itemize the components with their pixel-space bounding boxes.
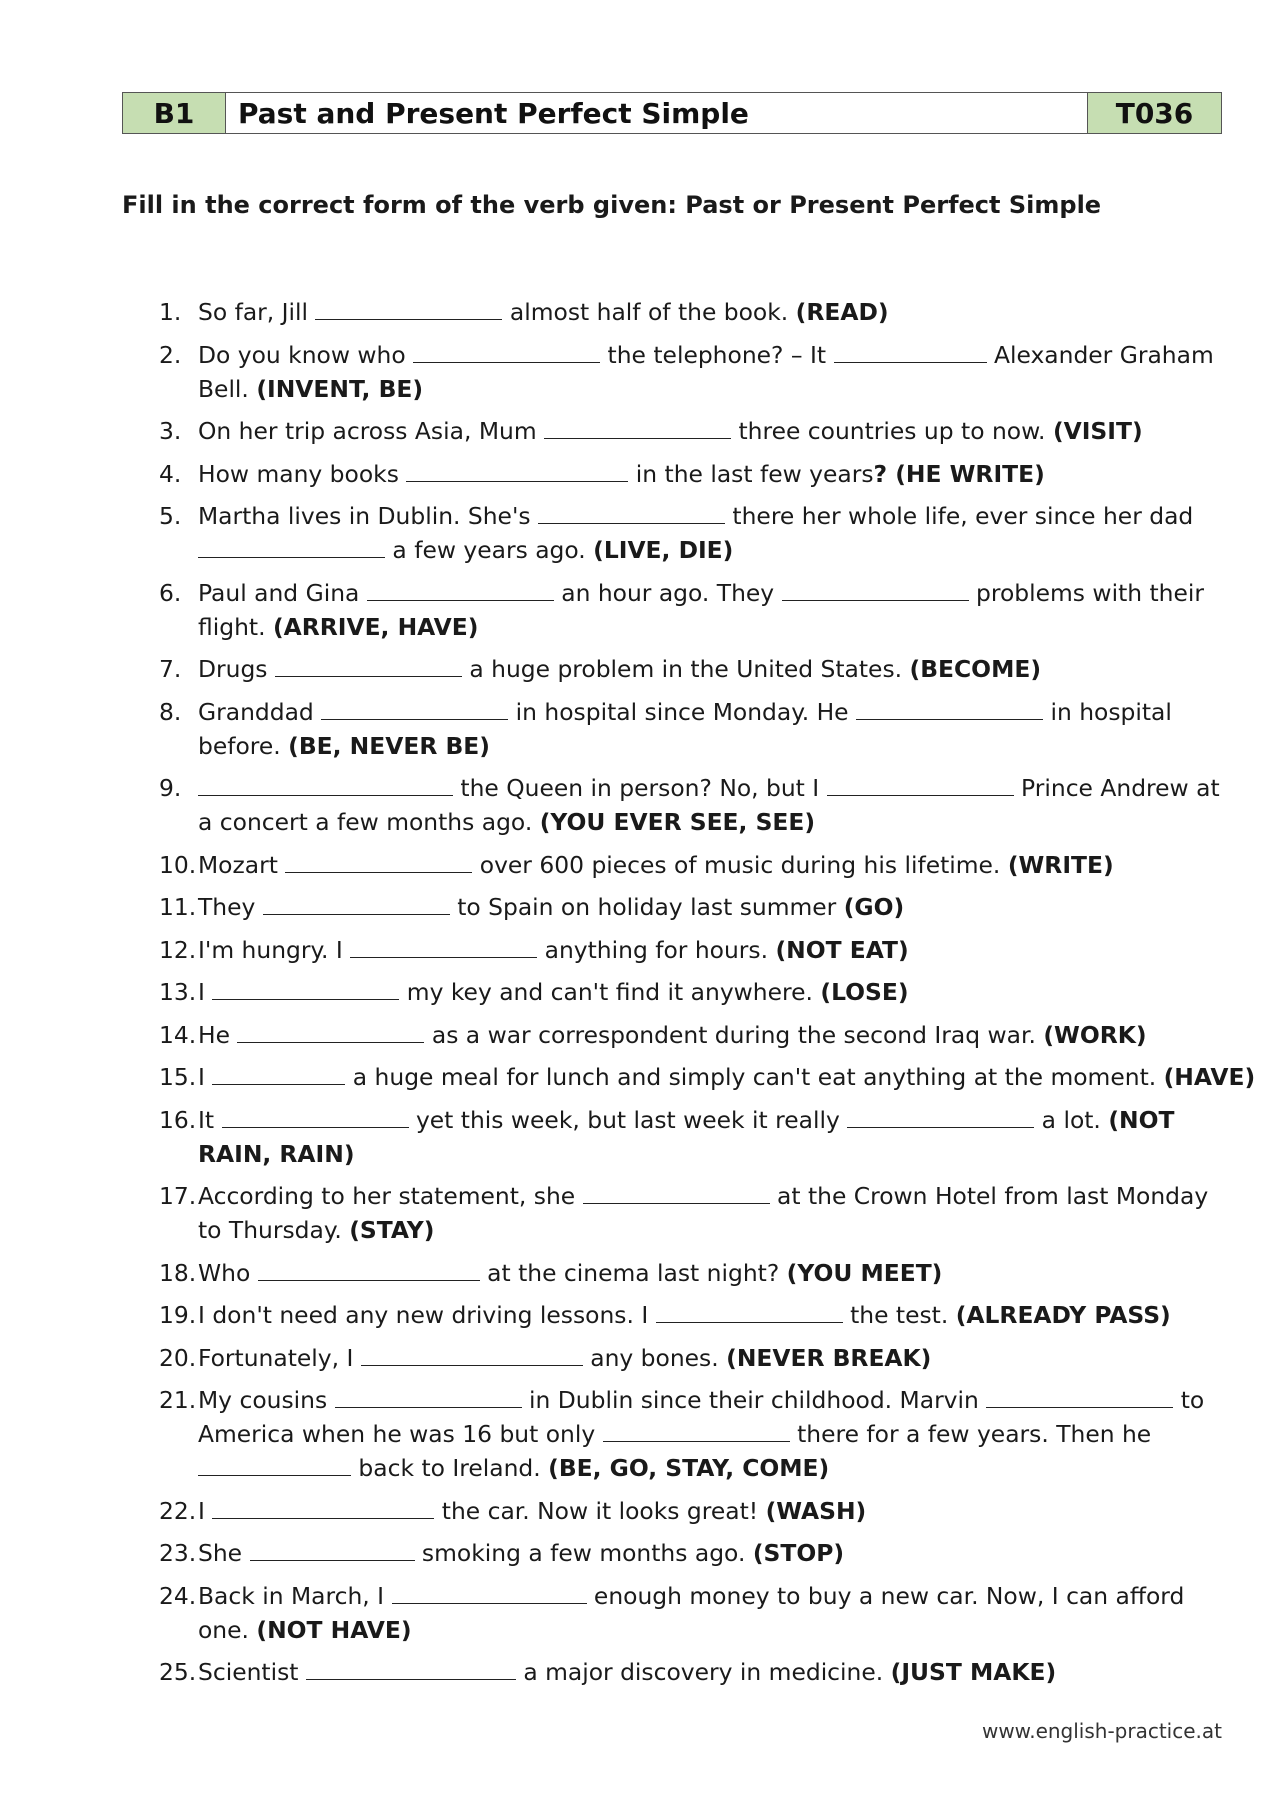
item-text: I (198, 1496, 213, 1525)
verb-hint: (STOP) (752, 1539, 845, 1567)
verb-hint: (GO) (843, 893, 905, 921)
item-text: the car. Now it looks great! (434, 1496, 766, 1525)
verb-hint: (WASH) (765, 1496, 867, 1525)
answer-blank[interactable] (198, 1455, 351, 1476)
item-text: at the cinema last night? (479, 1258, 787, 1287)
item-number: 21. (159, 1386, 197, 1414)
item-line (198, 890, 1220, 924)
item-number: 1. (159, 298, 182, 326)
exercise-item (0, 1179, 1280, 1247)
verb-hint: (LIVE, DIE) (593, 536, 734, 564)
answer-blank[interactable] (406, 461, 628, 482)
answer-blank[interactable] (367, 580, 554, 601)
item-text: a major discovery in medicine. (515, 1658, 891, 1686)
item-line (198, 1018, 1220, 1052)
item-text: I (198, 978, 213, 1006)
answer-blank[interactable] (212, 1498, 434, 1519)
exercise-list (0, 295, 1280, 1698)
exercise-item (0, 1536, 1280, 1570)
item-line (198, 1613, 1220, 1647)
verb-hint: (YOU MEET) (786, 1258, 943, 1287)
item-line (198, 1060, 1256, 1094)
answer-blank[interactable] (583, 1183, 770, 1204)
item-text: the test. (842, 1301, 956, 1329)
item-text: to Thursday. (198, 1216, 350, 1244)
item-text: one. (198, 1615, 257, 1644)
item-number: 2. (159, 340, 182, 369)
exercise-item (0, 1494, 1280, 1528)
item-number: 22. (159, 1496, 197, 1525)
item-text: over 600 pieces of music during his lifetime. (472, 850, 1008, 879)
item-text: my key and can't find it anywhere. (399, 978, 821, 1006)
verb-hint: (VISIT) (1052, 417, 1143, 445)
item-text: She (198, 1539, 250, 1567)
item-line (198, 1536, 1220, 1570)
footer-url: www.english-practice.at (981, 1719, 1222, 1743)
item-number: 18. (159, 1258, 197, 1287)
item-text: yet this week, but last week it really (408, 1105, 848, 1134)
item-line (198, 1494, 1220, 1528)
item-number: 10. (159, 850, 197, 879)
item-number: 12. (159, 935, 197, 964)
item-text: a huge problem in the United States. (461, 655, 910, 683)
item-text: flight. (198, 612, 273, 641)
item-text: Scientist (198, 1658, 306, 1686)
item-line (198, 372, 1220, 406)
item-text: before. (198, 731, 289, 760)
answer-blank[interactable] (250, 1540, 415, 1561)
answer-blank[interactable] (198, 775, 453, 796)
item-text: My cousins (198, 1386, 335, 1414)
item-number: 14. (159, 1020, 197, 1049)
item-text: Prince Andrew at (1013, 774, 1220, 802)
item-number: 4. (159, 459, 182, 488)
answer-blank[interactable] (782, 580, 969, 601)
exercise-item (0, 848, 1280, 882)
answer-blank[interactable] (285, 852, 472, 873)
answer-blank[interactable] (538, 503, 725, 524)
item-text: It (198, 1105, 222, 1134)
item-text: there her whole life, ever since her dad (725, 502, 1194, 530)
answer-blank[interactable] (847, 1107, 1034, 1128)
answer-blank[interactable] (986, 1387, 1173, 1408)
item-line (198, 695, 1220, 729)
item-text: in hospital (1043, 697, 1172, 726)
exercise-item (0, 1655, 1280, 1689)
verb-hint: (YOU EVER SEE, SEE) (539, 808, 816, 836)
item-text: So far, Jill (198, 298, 316, 326)
verb-hint: (STAY) (349, 1216, 435, 1244)
item-number: 13. (159, 978, 197, 1006)
item-number: 8. (159, 697, 182, 726)
item-text: Bell. (198, 374, 257, 403)
item-line (198, 1579, 1220, 1613)
code-cell: T036 (1088, 93, 1221, 133)
item-text: a few years ago. (385, 536, 594, 564)
exercise-item (0, 652, 1280, 686)
verb-hint: (NOT EAT) (775, 935, 909, 964)
answer-blank[interactable] (603, 1421, 790, 1442)
item-text: the Queen in person? No, but I (453, 774, 827, 802)
answer-blank[interactable] (350, 937, 537, 958)
level-cell: B1 (123, 93, 226, 133)
item-text: Granddad (198, 697, 322, 726)
item-text: in the last few years (628, 459, 874, 488)
answer-blank[interactable] (212, 979, 399, 1000)
item-text: Martha lives in Dublin. She's (198, 502, 538, 530)
item-text: Back in March, I (198, 1581, 392, 1610)
item-text: America when he was 16 but only (198, 1420, 603, 1448)
exercise-item (0, 1256, 1280, 1290)
item-text: On her trip across Asia, Mum (198, 417, 545, 445)
item-text: almost half of the book. (502, 298, 796, 326)
item-line (198, 338, 1220, 372)
verb-hint: (NOT HAVE) (256, 1615, 412, 1644)
verb-hint: (BE, GO, STAY, COME) (548, 1454, 830, 1482)
title-cell: Past and Present Perfect Simple (226, 93, 1088, 133)
item-number: 23. (159, 1539, 197, 1567)
answer-blank[interactable] (413, 342, 600, 363)
item-number: 9. (159, 774, 182, 802)
item-line (198, 1298, 1220, 1332)
item-text: I (198, 1063, 213, 1091)
item-line (198, 1383, 1220, 1417)
item-line (198, 1256, 1220, 1290)
exercise-item (0, 890, 1280, 924)
item-text: in Dublin since their childhood. Marvin (521, 1386, 987, 1414)
item-text: at the Crown Hotel from last Monday (769, 1182, 1209, 1210)
item-text: in hospital since Monday. He (508, 697, 857, 726)
item-line (198, 729, 1220, 763)
answer-blank[interactable] (275, 656, 462, 677)
verb-hint: (ALREADY PASS) (955, 1301, 1171, 1329)
item-text: According to her statement, she (198, 1182, 583, 1210)
exercise-item (0, 933, 1280, 967)
item-text: smoking a few months ago. (414, 1539, 753, 1567)
item-line (198, 805, 1220, 839)
verb-hint: (WRITE) (1007, 850, 1114, 879)
answer-blank[interactable] (834, 342, 987, 363)
item-text: to Spain on holiday last summer (449, 893, 844, 921)
item-line (198, 457, 1220, 491)
verb-hint: ? (HE WRITE) (873, 459, 1045, 488)
verb-hint: (WORK) (1043, 1020, 1147, 1049)
answer-blank[interactable] (392, 1583, 587, 1604)
item-text: How many books (198, 459, 407, 488)
item-number: 17. (159, 1182, 197, 1210)
answer-blank[interactable] (856, 699, 1043, 720)
item-text: the telephone? – It (600, 340, 834, 369)
item-line (198, 1655, 1220, 1689)
item-line (198, 533, 1220, 567)
item-text: a lot. (1034, 1105, 1109, 1134)
item-number: 25. (159, 1658, 197, 1686)
exercise-item (0, 1103, 1280, 1171)
item-line (198, 652, 1220, 686)
answer-blank[interactable] (198, 537, 385, 558)
item-text: problems with their (968, 578, 1204, 607)
exercise-item (0, 576, 1280, 644)
exercise-item (0, 338, 1280, 406)
item-text: Mozart (198, 850, 286, 879)
exercise-item (0, 695, 1280, 763)
answer-blank[interactable] (827, 775, 1014, 796)
item-number: 6. (159, 578, 182, 607)
item-number: 7. (159, 655, 182, 683)
exercise-item (0, 414, 1280, 448)
item-number: 11. (159, 893, 197, 921)
item-line (198, 414, 1220, 448)
header-table (122, 92, 1222, 134)
item-line (198, 576, 1220, 610)
instruction-text: Fill in the correct form of the verb given: Past or Present Perfect Simple (122, 191, 1102, 219)
item-line (198, 295, 1220, 329)
item-line (198, 1417, 1220, 1451)
answer-blank[interactable] (656, 1302, 843, 1323)
item-text: to (1173, 1386, 1205, 1414)
verb-hint: (NOT (1108, 1105, 1175, 1134)
item-text: Drugs (198, 655, 275, 683)
item-line (198, 499, 1220, 533)
item-line (198, 1451, 1220, 1485)
item-line (198, 1341, 1220, 1375)
item-line (198, 1179, 1220, 1213)
item-text: I'm hungry. I (198, 935, 351, 964)
item-line (198, 1213, 1220, 1247)
answer-blank[interactable] (361, 1345, 583, 1366)
verb-hint: (JUST MAKE) (890, 1658, 1057, 1686)
answer-blank[interactable] (315, 299, 502, 320)
item-text: three countries up to now. (731, 417, 1053, 445)
item-number: 19. (159, 1301, 197, 1329)
exercise-item (0, 1579, 1280, 1647)
item-line (198, 1103, 1220, 1137)
answer-blank[interactable] (237, 1022, 424, 1043)
item-text: Alexander Graham (986, 340, 1214, 369)
item-line (198, 1137, 1220, 1171)
exercise-item (0, 295, 1280, 329)
exercise-item (0, 457, 1280, 491)
exercise-item (0, 771, 1280, 839)
verb-hint: (INVENT, BE) (256, 374, 424, 403)
item-text: there for a few years. Then he (789, 1420, 1152, 1448)
item-text: any bones. (582, 1343, 727, 1372)
verb-hint: (READ) (795, 298, 889, 326)
item-line (198, 975, 1220, 1009)
item-text: I don't need any new driving lessons. I (198, 1301, 656, 1329)
item-text: a concert a few months ago. (198, 808, 540, 836)
item-text: Who (198, 1258, 258, 1287)
item-text: back to Ireland. (351, 1454, 549, 1482)
item-line (198, 848, 1220, 882)
answer-blank[interactable] (212, 1064, 345, 1085)
answer-blank[interactable] (335, 1387, 522, 1408)
item-text: an hour ago. They (553, 578, 782, 607)
item-line (198, 771, 1220, 805)
verb-hint: (LOSE) (820, 978, 909, 1006)
answer-blank[interactable] (321, 699, 508, 720)
exercise-item (0, 1018, 1280, 1052)
answer-blank[interactable] (222, 1107, 409, 1128)
item-line (198, 933, 1220, 967)
item-number: 16. (159, 1105, 197, 1134)
answer-blank[interactable] (544, 418, 731, 439)
item-text: He (198, 1020, 238, 1049)
item-line (198, 610, 1220, 644)
exercise-item (0, 1383, 1280, 1485)
item-number: 15. (159, 1063, 197, 1091)
verb-hint: RAIN, RAIN) (198, 1139, 355, 1168)
item-number: 20. (159, 1343, 197, 1372)
item-number: 5. (159, 502, 182, 530)
verb-hint: (NEVER BREAK) (726, 1343, 932, 1372)
exercise-item (0, 1060, 1280, 1094)
exercise-item (0, 975, 1280, 1009)
item-number: 3. (159, 417, 182, 445)
item-text: Fortunately, I (198, 1343, 361, 1372)
exercise-item (0, 1298, 1280, 1332)
exercise-item (0, 1341, 1280, 1375)
exercise-item (0, 499, 1280, 567)
item-number: 24. (159, 1581, 197, 1610)
item-text: enough money to buy a new car. Now, I can afford (586, 1581, 1185, 1610)
answer-blank[interactable] (306, 1659, 516, 1680)
item-text: Do you know who (198, 340, 414, 369)
verb-hint: (BE, NEVER BE) (288, 731, 490, 760)
answer-blank[interactable] (258, 1260, 480, 1281)
item-text: as a war correspondent during the second Iraq war. (424, 1020, 1044, 1049)
verb-hint: (BECOME) (909, 655, 1042, 683)
answer-blank[interactable] (263, 894, 450, 915)
item-text: anything for hours. (537, 935, 776, 964)
item-text: Paul and Gina (198, 578, 367, 607)
verb-hint: (HAVE) (1163, 1063, 1256, 1091)
item-text: They (198, 893, 263, 921)
item-text: a huge meal for lunch and simply can't eat anything at the moment. (345, 1063, 1164, 1091)
verb-hint: (ARRIVE, HAVE) (272, 612, 479, 641)
